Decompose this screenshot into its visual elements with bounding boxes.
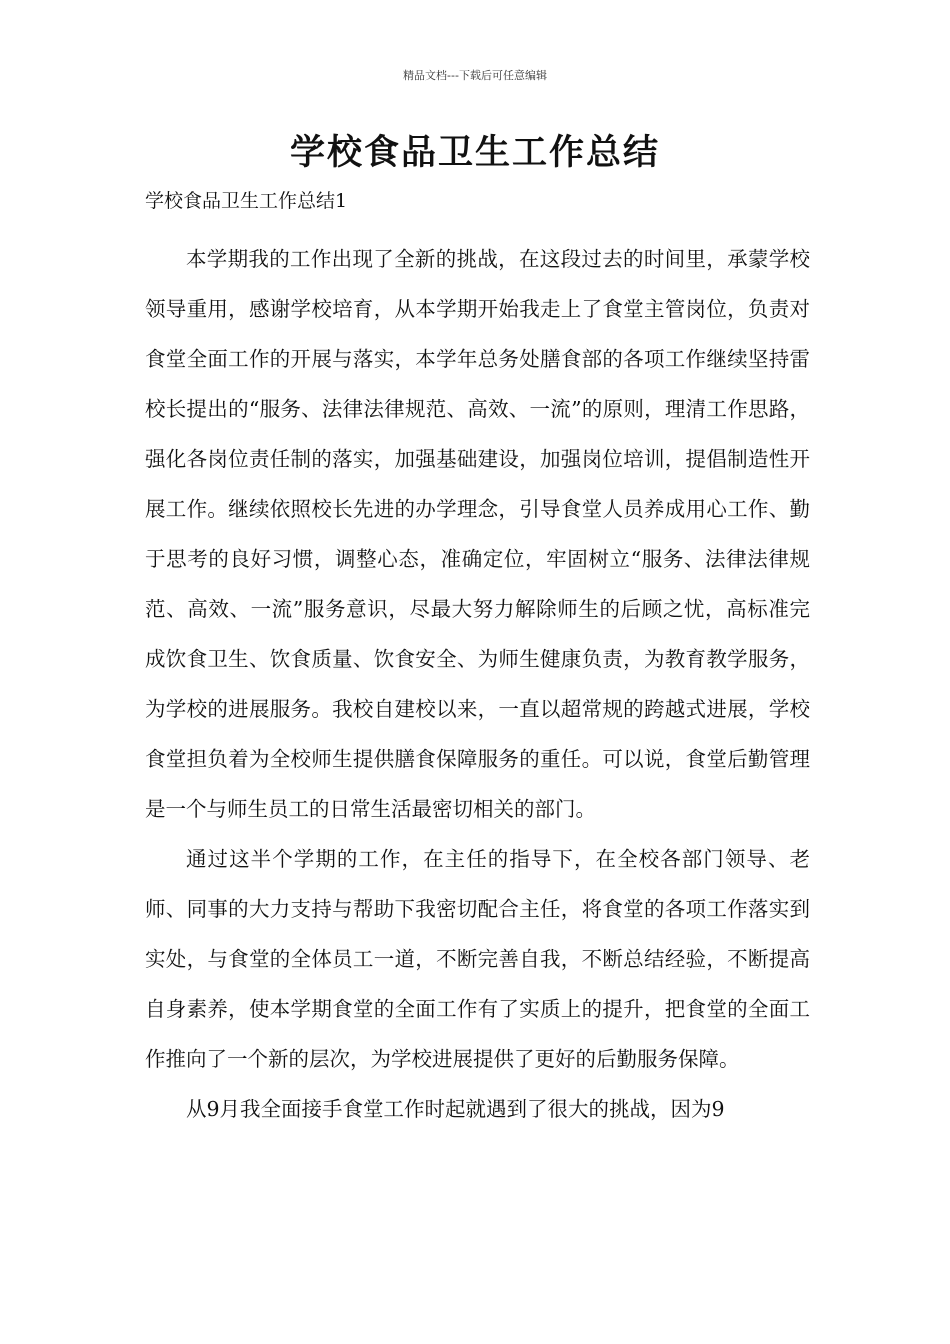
paragraph: 从9月我全面接手食堂工作时起就遇到了很大的挑战，因为9 — [186, 1097, 725, 1121]
page-header: 精品文档---下载后可任意编辑 — [403, 69, 547, 82]
document-subtitle: 学校食品卫生工作总结1 — [145, 190, 348, 212]
paragraph: 本学期我的工作出现了全新的挑战，在这段过去的时间里，承蒙学校领导重用，感谢学校培育，从本学期开始我走上了食堂主管岗位，负责对食堂全面工作的开展与落实，本学年总务处膳食部的各项工作继续坚持雷校长提出的“服务、法律法律规范、高效、一流”的原则，理清工作思路，强化各岗位责任制的落实，加强基础建设，加强岗位培训，提倡制造性开展工作。继续依照校长先进的办学理念，引导食堂人员养成用心工作、勤于思考的良好习惯，调整心态，准确定位，牢固树立“服务、法律法律规范、高效、一流”服务意识，尽最大努力解除师生的后顾之忧，高标准完成饮食卫生、饮食质量、饮食安全、为师生健康负责，为教育教学服务，为学校的进展服务。我校自建校以来，一直以超常规的跨越式进展，学校食堂担负着为全校师生提供膳食保障服务的重任。可以说，食堂后勤管理是一个与师生员工的日常生活最密切相关的部门。 — [145, 247, 810, 821]
document-body — [145, 234, 810, 1134]
paragraph: 通过这半个学期的工作，在主任的指导下，在全校各部门领导、老师、同事的大力支持与帮助下我密切配合主任，将食堂的各项工作落实到实处，与食堂的全体员工一道，不断完善自我，不断总结经验，不断提高自身素养，使本学期食堂的全面工作有了实质上的提升，把食堂的全面工作推向了一个新的层次，为学校进展提供了更好的后勤服务保障。 — [145, 847, 810, 1071]
document-title: 学校食品卫生工作总结 — [289, 133, 660, 173]
